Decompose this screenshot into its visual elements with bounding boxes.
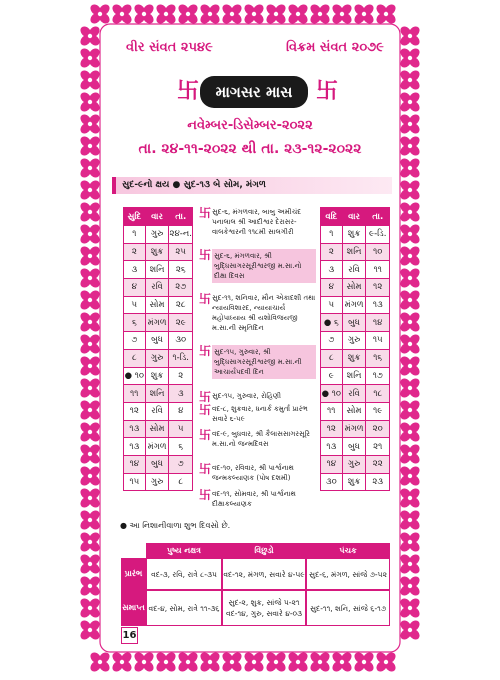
vaar-cell: ગુરુ (342, 455, 366, 473)
border-flower-icon (73, 305, 107, 339)
tithi-cell: ૧૫ (124, 473, 146, 491)
vaar-cell: રવિ (145, 402, 169, 420)
vaar-cell: શુક્ર (342, 349, 366, 367)
border-flower-icon (171, 0, 205, 31)
date-cell: ૧૦ (366, 243, 390, 261)
event-item: 卐 વદ-૧૦, રવિવાર, શ્રી પાર્શ્વનાથ જન્મકલ્યાણક (પોષ દશમી) (199, 462, 294, 482)
border-flower-icon (393, 195, 427, 229)
page-number: 16 (121, 627, 138, 644)
border-flower-icon (73, 415, 107, 449)
tithi-cell: ૧૪ (321, 455, 343, 473)
pushya-header: પુષ્ય નક્ષત્ર (146, 543, 222, 558)
vaar-cell: ગુરુ (145, 473, 169, 491)
tithi-cell: ૧૧ (321, 402, 343, 420)
vad-header: વદિ (321, 208, 343, 226)
start-label: પ્રારંભ (121, 558, 146, 590)
sud-header: સુદિ (124, 208, 146, 226)
date-cell: ૮ (169, 473, 193, 491)
tithi-cell: ૬ (124, 314, 146, 332)
border-flower-icon (73, 239, 107, 273)
calendar-row (124, 420, 193, 438)
border-flower-icon (393, 547, 427, 581)
border-flower-icon (73, 503, 107, 537)
border-flower-icon (393, 569, 427, 603)
calendar-row (124, 332, 193, 350)
calendar-row (124, 402, 193, 420)
swastik-icon: 卐 (199, 344, 212, 358)
border-flower-icon (303, 0, 337, 31)
calendar-row (124, 367, 193, 385)
border-flower-icon (393, 481, 427, 515)
border-flower-icon (393, 217, 427, 251)
border-flower-icon (193, 0, 227, 31)
date-cell: ૨૬ (169, 261, 193, 279)
date-cell: ૨૦ (366, 420, 390, 438)
calendar-row (124, 385, 193, 403)
tithi-cell: ૧૪ (124, 455, 146, 473)
border-flower-icon (83, 645, 117, 679)
tithi-cell: ૩૦ (321, 473, 343, 491)
border-flower-icon (393, 305, 427, 339)
border-flower-icon (393, 371, 427, 405)
calendar-row (321, 438, 390, 456)
swastik-icon: 卐 (199, 428, 212, 442)
border-flower-icon (393, 261, 427, 295)
border-flower-icon (73, 547, 107, 581)
border-flower-icon (149, 645, 183, 679)
border-flower-icon (105, 0, 139, 31)
swastik-icon: 卐 (199, 462, 212, 476)
border-flower-icon (325, 645, 359, 679)
tithi-cell: ૧ (321, 226, 343, 244)
panchak-start: સુદ-૬, મંગળ, સાંજે ૭-૫૨ (306, 558, 390, 590)
vaar-cell: શનિ (145, 385, 169, 403)
vaar-cell: બુધ (342, 314, 366, 332)
event-item: 卐 વદ-૯, બુધવાર, શ્રી કૈલાસસાગરસૂરિ મ.સા.નો જન્મદિવસ (199, 428, 310, 448)
tithi-cell: ૪ (321, 279, 343, 297)
date-cell: ૧૮ (366, 385, 390, 403)
border-flower-icon (393, 503, 427, 537)
border-flower-icon (281, 0, 315, 31)
border-flower-icon (393, 459, 427, 493)
tithi-cell: ૮ (321, 349, 343, 367)
pushya-start: વદ-૩, રવિ, રાત્રે ૮-૩૫ (146, 558, 222, 590)
calendar-row (321, 226, 390, 244)
event-item: 卐 સુદ-૧૫, ગુરુવાર, રોહિણી (199, 390, 282, 404)
date-cell: ૯-ડિ. (366, 226, 390, 244)
vaar-cell: રવિ (342, 385, 366, 403)
tithi-cell: ૭ (124, 332, 146, 350)
border-flower-icon (237, 0, 271, 31)
tithi-cell: ૧૧ (124, 385, 146, 403)
vaar-cell: ગુરુ (145, 349, 169, 367)
vaar-cell: બુધ (145, 332, 169, 350)
border-flower-icon (73, 41, 107, 75)
vaar-cell: શુક્ર (145, 367, 169, 385)
date-cell: ૧૧ (366, 261, 390, 279)
date-cell: ૩ (169, 385, 193, 403)
vinchhudo-header: વિંછુડો (222, 543, 306, 558)
border-flower-icon (237, 645, 271, 679)
month-title: માગસર માસ (200, 76, 308, 108)
border-flower-icon (259, 645, 293, 679)
border-flower-icon (149, 0, 183, 31)
border-flower-icon (393, 283, 427, 317)
border-flower-icon (259, 0, 293, 31)
border-flower-icon (215, 0, 249, 31)
border-flower-icon (127, 645, 161, 679)
date-cell: ૧૫ (366, 332, 390, 350)
border-flower-icon (281, 645, 315, 679)
border-flower-icon (73, 283, 107, 317)
vaar-cell: બુધ (145, 455, 169, 473)
tithi-cell: ૧૩ (321, 438, 343, 456)
swastik-right-icon: 卐 (316, 79, 339, 104)
calendar-row (321, 473, 390, 491)
vaar-cell: મંગળ (145, 314, 169, 332)
calendar-row (124, 314, 193, 332)
swastik-left-icon: 卐 (177, 79, 200, 104)
event-item: 卐 સુદ-૧૧, શનિવાર, મૌન એકાદશી તથા ન્યાયવિશારદ, ન્યાયાચાર્ય મહોપાધ્યાય શ્રી યશોવિજયજી મ.સા.ની સ્મૃતિદિન (199, 292, 316, 332)
vaar-cell: સોમ (145, 296, 169, 314)
event-item-highlight: 卐 સુદ-૧૫, ગુરુવાર, શ્રી બુદ્ધિસાગરસૂરીશ્વરજી મ.સા.ની આચાર્યપદવી દિન (199, 345, 316, 379)
calendar-row (124, 438, 193, 456)
date-cell: ૨૧ (366, 438, 390, 456)
calendar-row (321, 279, 390, 297)
date-cell: ૧૪ (366, 314, 390, 332)
vaar-cell: શુક્ર (342, 473, 366, 491)
tithi-cell: ૨ (321, 243, 343, 261)
calendar-row (124, 455, 193, 473)
calendar-row (321, 296, 390, 314)
calendar-row (321, 332, 390, 350)
vaar-cell: શનિ (342, 367, 366, 385)
tithi-cell: ૭ (321, 332, 343, 350)
calendar-row (321, 314, 390, 332)
tithi-cell: ● ૧૦ (321, 385, 343, 403)
vaar-cell: શનિ (342, 243, 366, 261)
border-flower-icon (393, 591, 427, 625)
tithi-cell: ૧૩ (124, 438, 146, 456)
event-item-highlight: 卐 સુદ-૬, મંગળવાર, શ્રી બુદ્ધિસાગરસૂરીશ્વરજી મ.સા.નો દીક્ષા દિવસ (199, 249, 316, 283)
date-cell: ૭ (169, 455, 193, 473)
vinchhudo-end: સુદ-૨, શુક્ર, સાંજે ૫-૨૧ વદ-૧૪, ગુરુ, સવારે ૪-૦૩ (222, 590, 306, 626)
date-cell: ૧૨ (366, 279, 390, 297)
date-cell: ૨૨ (366, 455, 390, 473)
date-cell: ૨૮ (169, 296, 193, 314)
tithi-cell: ૫ (124, 296, 146, 314)
border-flower-icon (73, 613, 107, 647)
vaar-cell: રવિ (342, 261, 366, 279)
calendar-row (321, 385, 390, 403)
border-flower-icon (303, 645, 337, 679)
tithi-cell: ૯ (321, 367, 343, 385)
event-item: 卐 સુદ-૬, મંગળવાર, બાબુ અમીચંદ પનાલાલ શ્રી આદીશ્વર દેરાસર-વાલકેશ્વરની ૧૧૮મી સાલગીરી (199, 206, 302, 236)
date-cell: ૧૩ (366, 296, 390, 314)
border-flower-icon (73, 173, 107, 207)
date-cell: ૪ (169, 402, 193, 420)
tithi-cell: ૧૨ (124, 402, 146, 420)
date-cell: ૧૯ (366, 402, 390, 420)
swastik-icon: 卐 (199, 488, 212, 502)
border-flower-icon (347, 0, 381, 31)
border-flower-icon (73, 393, 107, 427)
border-flower-icon (83, 0, 117, 31)
border-flower-icon (215, 645, 249, 679)
border-flower-icon (393, 85, 427, 119)
date-cell: ૩૦ (169, 332, 193, 350)
vad-table (320, 207, 390, 491)
calendar-row (321, 420, 390, 438)
swastik-icon: 卐 (199, 292, 212, 306)
calendar-row (321, 367, 390, 385)
vinchhudo-start: વદ-૧૨, મંગળ, સવારે ૪-૫૯ (222, 558, 306, 590)
tithi-cell: ૧૨ (321, 420, 343, 438)
vaar-cell: ગુરુ (145, 226, 169, 244)
calendar-row (321, 402, 390, 420)
border-flower-icon (73, 349, 107, 383)
calendar-row (321, 349, 390, 367)
swastik-icon: 卐 (199, 403, 212, 417)
border-flower-icon (393, 525, 427, 559)
panchak-header: પંચક (306, 543, 390, 558)
swastik-icon: 卐 (199, 390, 212, 404)
border-flower-icon (393, 327, 427, 361)
vaar-cell: શુક્ર (145, 243, 169, 261)
auspicious-note: ● આ નિશાનીવાળા શુભ દિવસો છે. (120, 521, 231, 530)
border-flower-icon (73, 63, 107, 97)
border-flower-icon (105, 645, 139, 679)
vaar-cell: શનિ (145, 261, 169, 279)
vaar-cell: બુધ (342, 438, 366, 456)
vaar-header: વાર (145, 208, 169, 226)
border-flower-icon (73, 437, 107, 471)
vaar-cell: રવિ (145, 279, 169, 297)
tithi-cell: ૨ (124, 243, 146, 261)
border-flower-icon (393, 41, 427, 75)
tithi-cell: ● ૧૦ (124, 367, 146, 385)
border-flower-icon (347, 645, 381, 679)
event-item: 卐 વદ-૮, શુક્રવાર, ધનાર્ક કમુર્તા પ્રારંભ સવારે ૬-૫૯ (199, 403, 308, 423)
event-item: 卐 વદ-૧૧, સોમવાર, શ્રી પાર્શ્વનાથ દીક્ષાકલ્યાણક (199, 488, 296, 508)
date-cell: ૧-ડિ. (169, 349, 193, 367)
kshay-note: સુદ-૯નો ક્ષય ● સુદ-૧૩ બે સોમ, મંગળ (112, 177, 392, 194)
swastik-icon: 卐 (199, 206, 212, 220)
calendar-row (124, 226, 193, 244)
vir-samvat: વીર સંવત ૨૫૪૯ (126, 40, 213, 55)
end-label: સમાપ્ત (121, 590, 146, 626)
border-flower-icon (393, 19, 427, 53)
date-cell: ૨૭ (169, 279, 193, 297)
vaar-cell: સોમ (342, 402, 366, 420)
tithi-cell: ૧ (124, 226, 146, 244)
border-flower-icon (73, 195, 107, 229)
vaar-cell: મંગળ (342, 420, 366, 438)
tithi-cell: ૧૩ (124, 420, 146, 438)
calendar-row (124, 279, 193, 297)
border-flower-icon (393, 239, 427, 273)
panchak-end: સુદ-૧૧, શનિ, સાંજે ૬-૧૭ (306, 590, 390, 626)
date-cell: ૧૬ (366, 349, 390, 367)
border-flower-icon (193, 645, 227, 679)
border-flower-icon (393, 63, 427, 97)
calendar-row (124, 296, 193, 314)
calendar-row (321, 455, 390, 473)
calendar-row (321, 243, 390, 261)
tithi-cell: ૪ (124, 279, 146, 297)
sud-table (123, 207, 193, 491)
date-cell: ૧૭ (366, 367, 390, 385)
english-months: નવેમ્બર-ડિસેમ્બર-૨૦૨૨ (187, 118, 313, 133)
swastik-icon: 卐 (199, 248, 212, 262)
vaar-cell: સોમ (342, 279, 366, 297)
vaar-cell: મંગળ (342, 296, 366, 314)
calendar-row (124, 473, 193, 491)
border-flower-icon (73, 261, 107, 295)
border-flower-icon (325, 0, 359, 31)
vaar-cell: સોમ (145, 420, 169, 438)
border-flower-icon (73, 217, 107, 251)
pushya-end: વદ-૪, સોમ, રાત્રે ૧૧-૩૬ (146, 590, 222, 626)
border-flower-icon (369, 0, 403, 31)
border-flower-icon (73, 481, 107, 515)
date-header: તા. (169, 208, 193, 226)
border-flower-icon (73, 591, 107, 625)
calendar-row (321, 261, 390, 279)
date-cell: ૨૪-ન. (169, 226, 193, 244)
tithi-cell: ૮ (124, 349, 146, 367)
border-flower-icon (393, 349, 427, 383)
date-cell: ૨૯ (169, 314, 193, 332)
border-flower-icon (393, 437, 427, 471)
vaar-header: વાર (342, 208, 366, 226)
tithi-cell: ૩ (321, 261, 343, 279)
calendar-row (124, 349, 193, 367)
date-cell: ૫ (169, 420, 193, 438)
border-flower-icon (73, 525, 107, 559)
date-header: તા. (366, 208, 390, 226)
border-flower-icon (73, 327, 107, 361)
border-flower-icon (393, 173, 427, 207)
date-cell: ૨ (169, 367, 193, 385)
vaar-cell: મંગળ (145, 438, 169, 456)
vaar-cell: શુક્ર (342, 226, 366, 244)
border-flower-icon (393, 613, 427, 647)
calendar-row (124, 243, 193, 261)
border-flower-icon (73, 569, 107, 603)
vaar-cell: ગુરુ (342, 332, 366, 350)
border-flower-icon (393, 415, 427, 449)
date-cell: ૬ (169, 438, 193, 456)
border-flower-icon (369, 645, 403, 679)
border-flower-icon (73, 371, 107, 405)
date-cell: ૨૫ (169, 243, 193, 261)
date-cell: ૨૩ (366, 473, 390, 491)
calendar-row (124, 261, 193, 279)
border-flower-icon (73, 85, 107, 119)
border-flower-icon (393, 393, 427, 427)
vikram-samvat: વિક્રમ સંવત ૨૦૭૯ (286, 40, 384, 55)
border-flower-icon (127, 0, 161, 31)
border-flower-icon (73, 459, 107, 493)
tithi-cell: ● ૬ (321, 314, 343, 332)
tithi-cell: ૩ (124, 261, 146, 279)
date-range: તા. ૨૪-૧૧-૨૦૨૨ થી તા. ૨૩-૧૨-૨૦૨૨ (138, 141, 362, 157)
border-flower-icon (73, 19, 107, 53)
tithi-cell: ૫ (321, 296, 343, 314)
border-flower-icon (171, 645, 205, 679)
